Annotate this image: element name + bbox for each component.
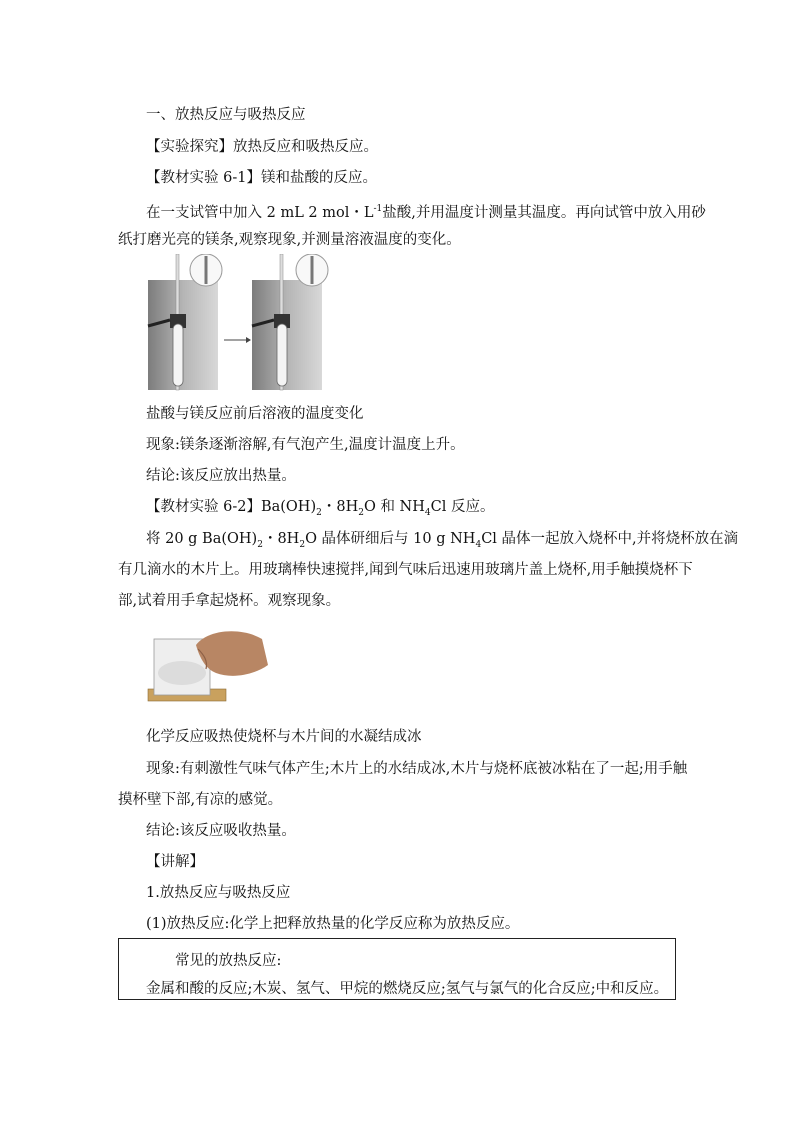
figure-1-caption: 盐酸与镁反应前后溶液的温度变化 [146, 406, 364, 422]
box-content: 金属和酸的反应;木炭、氢气、甲烷的燃烧反应;氢气与氯气的化合反应;中和反应。 [146, 981, 669, 997]
beaker-contents [158, 661, 206, 685]
figure-2-caption: 化学反应吸热使烧杯与木片间的水凝结成冰 [146, 729, 422, 745]
experiment-1-step-line1: 在一支试管中加入 2 mL 2 mol・$L^{-1}$盐酸,并用温度计测量其温度。再向试管中放入用砂 [146, 204, 706, 221]
experiment-1-phenomenon: 现象:镁条逐渐溶解,有气泡产生,温度计温度上升。 [146, 437, 465, 453]
lecture-heading: 【讲解】 [146, 854, 204, 870]
left-test-tube [173, 324, 183, 386]
experiment-2-phenomenon-line2: 摸杯壁下部,有凉的感觉。 [118, 792, 283, 808]
experiment-2-phenomenon-line1: 现象:有刺激性气味气体产生;木片上的水结成冰,木片与烧杯底被冰粘在了一起;用手触 [146, 761, 688, 777]
box-title: 常见的放热反应: [175, 953, 282, 969]
arrow-head [246, 337, 251, 343]
beaker-hand-figure [146, 625, 272, 709]
point-1-heading: 1.放热反应与吸热反应 [146, 885, 291, 901]
point-1-1-definition: (1)放热反应:化学上把释放热量的化学反应称为放热反应。 [146, 916, 520, 932]
experiment-2-step-line3: 部,试着用手拿起烧杯。观察现象。 [118, 593, 341, 609]
exothermic-examples-box [118, 938, 676, 1000]
experiment-1-step-line2: 纸打磨光亮的镁条,观察现象,并测量溶液温度的变化。 [118, 232, 461, 248]
section-title: 一、放热反应与吸热反应 [146, 107, 306, 123]
explore-heading: 【实验探究】放热反应和吸热反应。 [146, 139, 378, 155]
experiment-2-step-line2: 有几滴水的木片上。用玻璃棒快速搅拌,闻到气味后迅速用玻璃片盖上烧杯,用手触摸烧杯下 [118, 562, 693, 578]
experiment-2-step-line1: 将 20 g $Ba(OH)_2$・$8H_2O$ 晶体研细后与 10 g $NH_4Cl$ 晶体一起放入烧杯中,并将烧杯放在滴 [146, 531, 739, 550]
right-test-tube [277, 324, 287, 386]
experiment-1-title: 【教材实验 6-1】镁和盐酸的反应。 [146, 170, 377, 186]
magnesium-hcl-figure [146, 254, 332, 394]
experiment-2-title: 【教材实验 6-2】$Ba(OH)_2$・$8H_2O$ 和 $NH_4Cl$ 反应。 [146, 499, 495, 518]
experiment-1-conclusion: 结论:该反应放出热量。 [146, 468, 296, 484]
experiment-2-conclusion: 结论:该反应吸收热量。 [146, 823, 296, 839]
